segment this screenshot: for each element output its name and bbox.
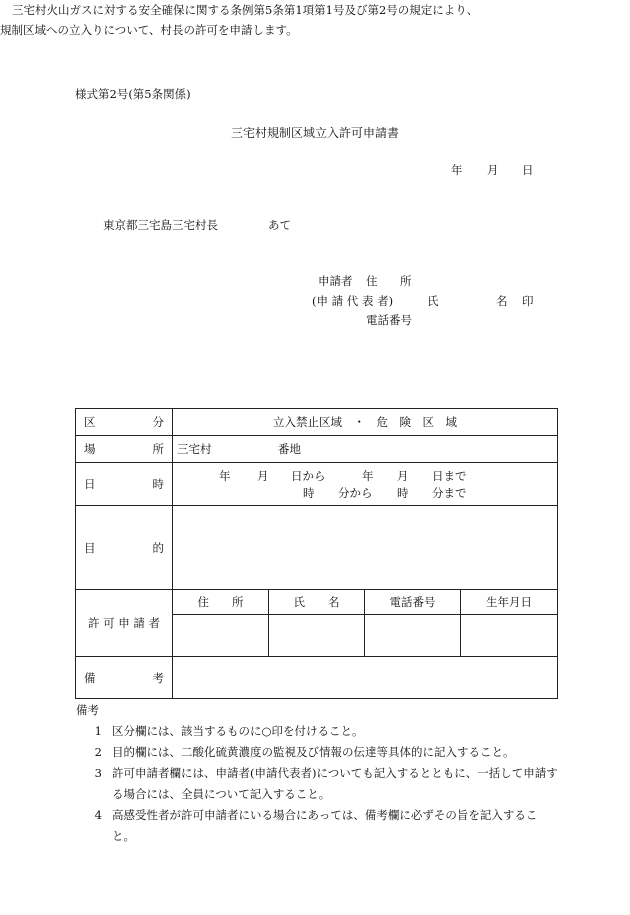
- remarks-value[interactable]: [173, 657, 558, 699]
- request-statement: [0, 0, 484, 40]
- date-month: 月: [487, 163, 499, 177]
- cell-name[interactable]: [269, 615, 365, 657]
- date-year: 年: [451, 163, 463, 177]
- date-day: 日: [522, 163, 534, 177]
- permit-applicant-label: 許 可 申 請 者: [76, 590, 173, 657]
- row-category: [76, 409, 558, 436]
- cell-address[interactable]: [173, 615, 269, 657]
- col-birthdate: 生年月日: [461, 590, 558, 615]
- cell-phone[interactable]: [365, 615, 461, 657]
- place-label: 場 所: [76, 436, 173, 463]
- row-datetime: [76, 463, 558, 506]
- document-title: 三宅村規制区域立入許可申請書: [230, 126, 399, 140]
- note-item: 1 区分欄には、該当するものに○印を付けること。: [94, 724, 364, 738]
- place-village: 三宅村: [177, 442, 212, 456]
- row-place: [76, 436, 558, 463]
- row-permit-applicant-header: [76, 590, 558, 615]
- note-item: 4 高感受性者が許可申請者にいる場合にあっては、備考欄に必ずその旨を記入すること。: [94, 808, 538, 843]
- applicant-name-label-1: 氏: [427, 294, 439, 308]
- note-item: 2 目的欄には、二酸化硫黄濃度の監視及び情報の伝達等具体的に記入すること。: [94, 745, 515, 759]
- applicant-address-label-1: 住: [366, 274, 378, 288]
- row-remarks: [76, 657, 558, 699]
- applicant-address-label-2: 所: [400, 274, 412, 288]
- addressee: 東京都三宅島三宅村長: [103, 218, 218, 232]
- col-name: 氏 名: [269, 590, 365, 615]
- application-table: [75, 408, 558, 699]
- form-number: 様式第2号(第5条関係): [75, 87, 191, 101]
- category-value[interactable]: 立入禁止区域 ・ 危 険 区 域: [173, 409, 558, 436]
- purpose-label: 目 的: [76, 506, 173, 590]
- place-value[interactable]: [173, 436, 558, 463]
- remarks-label: 備 考: [76, 657, 173, 699]
- applicant-representative-label: (申 請 代 表 者): [312, 294, 394, 308]
- purpose-value[interactable]: [173, 506, 558, 590]
- request-statement-text: 三宅村火山ガスに対する安全確保に関する条例第5条第1項第1号及び第2号の規定により、規制区域への立入りについて、村長の許可を申請します。: [0, 3, 479, 37]
- datetime-label: 日 時: [76, 463, 173, 506]
- place-banchi: 番地: [278, 442, 301, 456]
- applicant-role: 申請者: [318, 274, 353, 288]
- row-purpose: [76, 506, 558, 590]
- col-phone: 電話番号: [365, 590, 461, 615]
- category-label: 区 分: [76, 409, 173, 436]
- note-item: 3 許可申請者欄には、申請者(申請代表者)についても記入するとともに、一括して申請する場合には、全員について記入すること。: [94, 766, 558, 801]
- notes-section: [76, 700, 560, 847]
- seal-mark: 印: [522, 294, 534, 308]
- notes-heading: 備考: [76, 703, 99, 717]
- applicant-phone-label: 電話番号: [366, 313, 412, 327]
- col-address: 住 所: [173, 590, 269, 615]
- addressee-suffix: あて: [268, 218, 291, 232]
- datetime-value[interactable]: 年 月 日から 年 月 日まで 時 分から 時 分まで: [173, 463, 558, 506]
- cell-birthdate[interactable]: [461, 615, 558, 657]
- applicant-name-label-2: 名: [496, 294, 508, 308]
